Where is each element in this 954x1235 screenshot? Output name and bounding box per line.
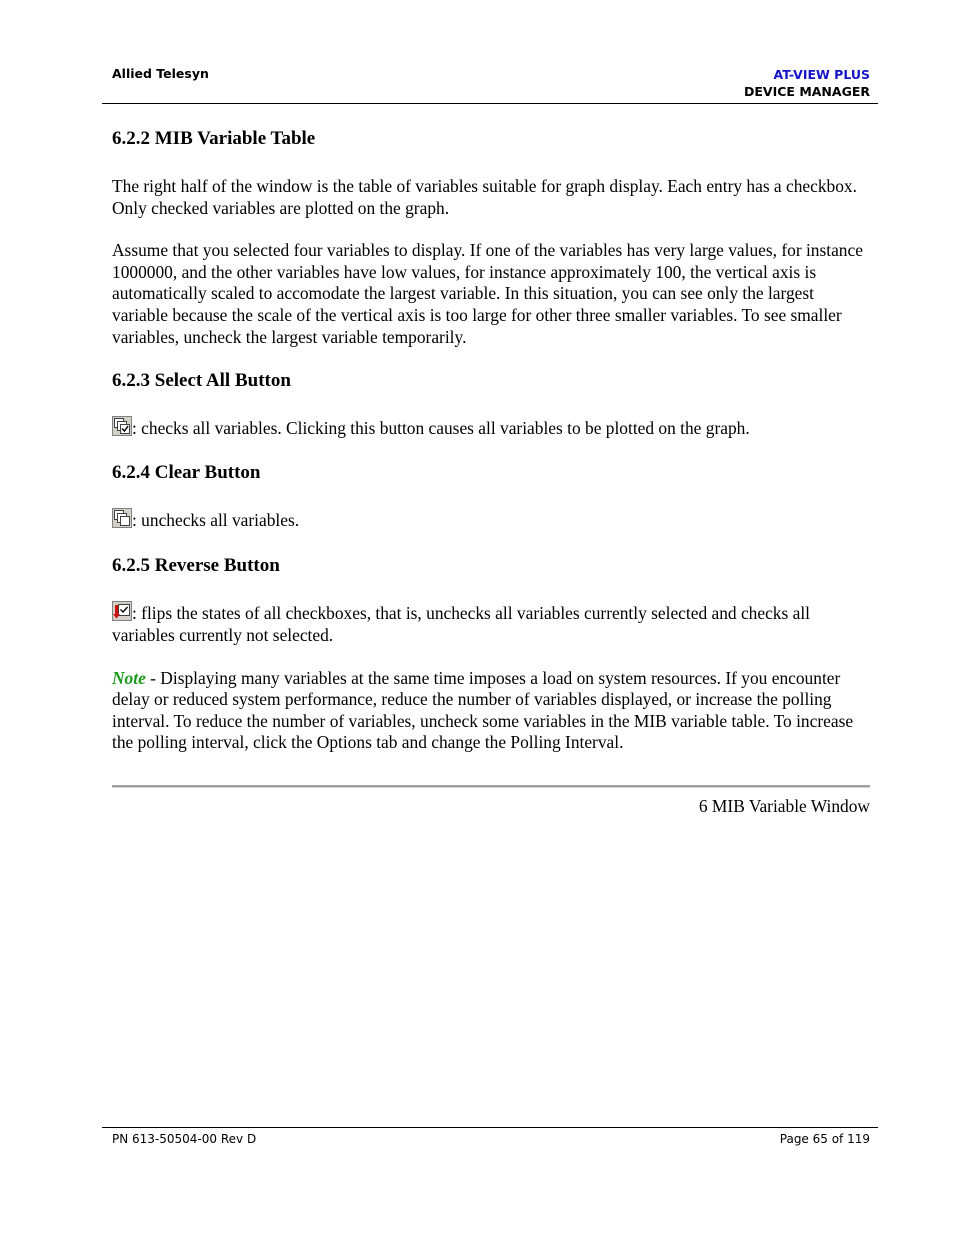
note-label: Note	[112, 667, 146, 688]
select-all-description: : checks all variables. Clicking this button causes all variables to be plotted on the graph.	[132, 418, 750, 439]
chapter-title: 6 MIB Variable Window	[698, 796, 870, 816]
reverse-icon	[112, 601, 132, 621]
note-paragraph	[112, 668, 872, 754]
company-name: Allied Telesyn	[112, 66, 209, 81]
paragraph-reverse	[112, 601, 872, 646]
clear-icon	[112, 508, 132, 528]
part-number: PN 613-50504-00 Rev D	[112, 1132, 257, 1146]
product-name: AT-VIEW PLUS	[773, 67, 870, 82]
section-heading-clear: 6.2.4 Clear Button	[112, 461, 261, 483]
paragraph-clear	[112, 508, 872, 532]
reverse-description: : flips the states of all checkboxes, that is, unchecks all variables currently selected and checks all variables currently not selected.	[112, 603, 810, 645]
clear-description: : unchecks all variables.	[132, 509, 300, 530]
product-subtitle: DEVICE MANAGER	[744, 84, 870, 99]
section-heading-select-all: 6.2.3 Select All Button	[112, 370, 291, 392]
page-content	[112, 128, 872, 754]
section-heading-reverse: 6.2.5 Reverse Button	[112, 555, 280, 577]
section-heading-mib-table: 6.2.2 MIB Variable Table	[112, 128, 316, 149]
paragraph-select-all	[112, 416, 872, 440]
paragraph-mib-table-2: Assume that you selected four variables to display. If one of the variables has very large values, for instance 1000000, and the other variables have low values, for instance approximately 100, the vertical axis is automatically scaled to accomodate the largest variable. In this situation, you can see only the largest variable because the scale of the vertical axis is too large for other three smaller variables. To see smaller variables, uncheck the largest variable temporarily.	[112, 240, 863, 347]
paragraph-mib-table-1: The right half of the window is the table of variables suitable for graph display. Each entry has a checkbox. Only checked variables are plotted on the graph.	[112, 176, 857, 218]
note-text: - Displaying many variables at the same time imposes a load on system resources. If you encounter delay or reduced system performance, reduce the number of variables displayed, or increase the polling interval. To reduce the number of variables, uncheck some variables in the MIB variable table. To increase the polling interval, click the Options tab and change the Polling Interval.	[112, 667, 854, 753]
select-all-icon	[112, 416, 132, 436]
header-title-block	[744, 66, 870, 100]
page-number: Page 65 of 119	[779, 1132, 870, 1146]
footer-divider	[102, 1127, 878, 1128]
header-divider	[102, 103, 878, 104]
chapter-divider	[112, 785, 870, 788]
